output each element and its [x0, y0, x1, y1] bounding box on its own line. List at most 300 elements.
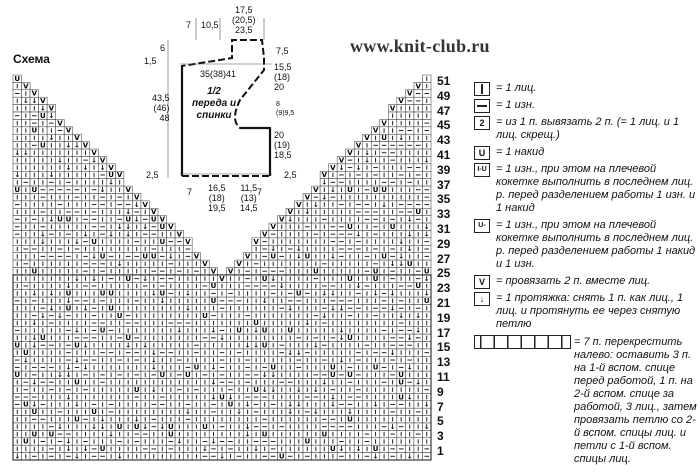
ssk-mark: ↓	[355, 445, 362, 454]
k2tog-mark: V	[142, 200, 148, 209]
ssk-mark: ↓	[150, 363, 157, 372]
yarn-over-mark: U	[65, 215, 72, 224]
yarn-over-mark: U	[261, 430, 268, 439]
yarn-over-mark: U	[330, 363, 336, 372]
yarn-over-mark: U	[22, 400, 29, 409]
schematic-total-height: 43,5 (46) 48	[152, 93, 170, 123]
yarn-over-mark: U	[423, 267, 430, 276]
ssk-mark: ↓	[406, 334, 413, 343]
row-number: 45	[437, 118, 451, 133]
ssk-mark: ↓	[210, 437, 217, 446]
k2tog-mark: V	[168, 222, 174, 231]
ssk-mark: ↓	[133, 415, 140, 424]
legend-purl: = 1 изн.	[474, 99, 698, 112]
ssk-mark: ↓	[39, 230, 46, 239]
ssk-mark: ↓	[82, 163, 89, 172]
yarn-over-mark: U	[116, 311, 123, 320]
k2tog-mark: V	[261, 230, 268, 239]
ssk-mark: ↓	[389, 260, 396, 268]
ssk-mark: ↓	[133, 215, 140, 224]
ssk-mark: ↓	[210, 393, 217, 402]
yarn-over-mark: U	[125, 215, 132, 224]
ssk-mark: ↓	[125, 230, 132, 239]
schematic-width: 35(38)41	[200, 69, 237, 79]
yarn-over-mark: U	[236, 326, 242, 335]
ssk-mark: ↓	[74, 400, 80, 409]
ssk-mark: ↓	[415, 326, 422, 335]
ssk-mark: ↓	[167, 252, 174, 261]
ssk-mark: ↓	[295, 348, 302, 357]
k2tog-mark: V	[347, 148, 353, 157]
ssk-mark: ↓	[65, 163, 72, 172]
ssk-mark: ↓	[287, 215, 294, 224]
yarn-over-mark: U	[321, 430, 328, 439]
ssk-mark: ↓	[210, 326, 217, 335]
yarn-over-mark: U	[312, 267, 319, 276]
ssk-mark: ↓	[261, 371, 268, 380]
yarn-over-mark: U	[48, 430, 55, 439]
ssk-mark: ↓	[338, 326, 345, 335]
k2tog-mark: V	[185, 237, 191, 246]
ssk-mark: ↓	[116, 260, 123, 268]
ssk-mark: ↓	[65, 141, 72, 150]
row-number: 25	[437, 266, 451, 281]
ssk-mark: ↓	[184, 408, 191, 417]
schematic-armhole: 15,5 (18) 20	[274, 62, 292, 92]
ssk-mark: ↓	[142, 422, 149, 431]
yarn-over-mark: U	[125, 274, 132, 283]
k2tog-mark: V	[193, 252, 200, 261]
ssk-mark: ↓	[423, 400, 430, 409]
yarn-over-mark: U	[91, 237, 97, 246]
ssk-mark: ↓	[372, 289, 379, 298]
ssk-mark: ↓	[74, 452, 80, 461]
ssk-mark: ↓	[31, 341, 38, 350]
yarn-over-mark: U	[347, 334, 353, 343]
ssk-mark: ↓	[65, 363, 72, 372]
ssk-mark: ↓	[48, 304, 55, 313]
yarn-over-mark: U	[65, 304, 72, 313]
row-number: 11	[437, 370, 450, 384]
ssk-mark: ↓	[227, 393, 234, 402]
k2tog-mark: V	[74, 134, 80, 143]
yarn-over-mark: U	[167, 430, 174, 439]
ssk-mark: ↓	[82, 445, 89, 454]
ssk-mark: ↓	[253, 341, 260, 350]
ssk-mark: ↓	[99, 163, 106, 172]
ssk-mark: ↓	[423, 274, 430, 283]
k2tog-mark: V	[108, 163, 114, 172]
ssk-mark: ↓	[398, 311, 405, 320]
ssk-mark: ↓	[406, 363, 413, 372]
ssk-mark: ↓	[423, 156, 430, 165]
ssk-mark: ↓	[65, 437, 72, 446]
ssk-mark: ↓	[321, 193, 328, 202]
ssk-mark: ↓	[338, 445, 345, 454]
ssk-mark: ↓	[82, 341, 89, 350]
ssk-mark: ↓	[244, 341, 251, 350]
row-number: 29	[437, 236, 451, 251]
ssk-mark: ↓	[415, 311, 422, 320]
legend-yo-purl: U- = 1 изн., при этом на плечевой кокетке выполнить в последнем лиц. р. перед разделением работы 1 накид и 1 изн.	[474, 219, 698, 271]
row-number: 39	[437, 162, 451, 177]
ssk-mark: ↓	[364, 148, 370, 157]
ssk-mark: ↓	[65, 445, 72, 454]
yarn-over-mark: U	[406, 260, 413, 268]
yarn-over-mark: U	[159, 289, 166, 298]
ssk-mark: ↓	[338, 334, 345, 343]
ssk-mark: ↓	[65, 393, 72, 402]
schematic-shoulder-right: 7,5	[276, 46, 289, 56]
schematic-bottom-b: 11,5 (13) 14,5	[240, 183, 258, 213]
ssk-mark: ↓	[253, 326, 260, 335]
ssk-mark: ↓	[219, 334, 225, 343]
ssk-mark: ↓	[423, 422, 430, 431]
ssk-mark: ↓	[31, 289, 38, 298]
row-number: 51	[437, 74, 451, 88]
yarn-over-mark: U	[116, 422, 123, 431]
yarn-over-mark: U	[423, 297, 430, 306]
schematic-center-label: 1/2 переда и спинки	[192, 86, 237, 121]
ssk-mark: ↓	[74, 326, 80, 335]
ssk-mark: ↓	[74, 237, 80, 246]
ssk-mark: ↓	[338, 304, 345, 313]
yarn-over-mark: U	[389, 222, 396, 231]
schematic-armhole-small: 8 (9)9,5	[276, 101, 295, 117]
schematic-left-height2: 1,5	[144, 56, 157, 66]
yarn-over-mark: U	[219, 393, 225, 402]
yarn-over-mark: U	[31, 430, 38, 439]
ssk-mark: ↓	[39, 104, 46, 113]
ssk-mark: ↓	[270, 245, 277, 254]
yarn-over-mark: U	[108, 171, 114, 180]
yarn-over-mark: U	[347, 222, 353, 231]
yarn-over-mark: U	[167, 422, 174, 431]
ssk-mark: ↓	[48, 134, 55, 143]
schema-title: Схема	[13, 52, 50, 66]
yarn-over-mark: U	[31, 408, 38, 417]
ssk-mark: ↓	[338, 356, 345, 365]
yarn-over-mark: U	[57, 215, 63, 224]
k2tog-mark: V	[40, 97, 46, 106]
ssk-mark: ↓	[210, 378, 217, 387]
ssk-mark: ↓	[312, 200, 319, 209]
yarn-over-mark: U	[210, 297, 217, 306]
k2tog-mark: V	[125, 185, 131, 194]
ssk-symbol-icon: ↓	[474, 292, 490, 306]
ssk-mark: ↓	[39, 237, 46, 246]
k2tog-mark: V	[338, 156, 345, 165]
row-number: 21	[437, 296, 451, 310]
k2tog-mark: V	[270, 222, 276, 231]
k2tog-mark: V	[364, 134, 370, 143]
yarn-over-mark: U	[40, 141, 46, 150]
yarn-over-mark: U	[99, 326, 106, 335]
ssk-mark: ↓	[415, 378, 422, 387]
k2tog-mark: V	[176, 230, 183, 239]
yarn-over-mark: U	[210, 282, 217, 291]
ssk-mark: ↓	[244, 430, 251, 439]
ssk-mark: ↓	[65, 297, 72, 306]
schematic-top-measure: 17,5 (20,5) 23,5	[232, 5, 256, 35]
ssk-mark: ↓	[31, 334, 38, 343]
schematic-bottom-left: 2,5	[146, 170, 159, 180]
row-number: 35	[437, 192, 451, 207]
ssk-mark: ↓	[31, 319, 38, 328]
yarn-over-mark: U	[381, 185, 387, 194]
yarn-over-mark: U	[398, 371, 404, 380]
yarn-over-mark: U	[372, 267, 379, 276]
ssk-mark: ↓	[39, 311, 46, 320]
yarn-over-mark: U	[278, 452, 285, 461]
ssk-mark: ↓	[329, 400, 336, 409]
k2tog-mark: V	[210, 267, 217, 276]
ssk-mark: ↓	[287, 304, 294, 313]
schematic-neck-left2: 10,5	[201, 20, 219, 30]
ssk-mark: ↓	[295, 400, 302, 409]
yarn-over-mark: U	[202, 422, 208, 431]
ssk-mark: ↓	[74, 141, 80, 150]
yarn-over-mark: U	[372, 185, 379, 194]
ssk-mark: ↓	[295, 245, 302, 254]
yarn-over-mark: U	[253, 385, 259, 394]
ssk-mark: ↓	[329, 252, 336, 261]
ssk-mark: ↓	[329, 304, 336, 313]
row-number: 9	[437, 384, 444, 399]
ssk-mark: ↓	[372, 452, 379, 461]
yarn-over-mark: U	[185, 371, 191, 380]
row-number: 1	[437, 444, 444, 458]
legend-cable: = 7 п. перекрестить налево: оставить 3 п. на 1-й вспом. спице перед работой, 1 п. на 2-й вспом. спице за работой, 3 лиц., затем провязать петлю со 2-й вспом. спицы лиц. и петли с 1-й вспом. спицы лиц.	[474, 335, 698, 466]
yarn-over-mark: U	[40, 334, 46, 343]
ssk-mark: ↓	[261, 297, 268, 306]
ssk-mark: ↓	[312, 408, 319, 417]
legend-increase: 2 = из 1 п. вывязать 2 п. (= 1 лиц. и 1 лиц. скрещ.)	[474, 116, 698, 142]
ssk-mark: ↓	[159, 422, 166, 431]
yarn-over-mark: U	[261, 341, 268, 350]
row-number: 23	[437, 281, 451, 296]
ssk-mark: ↓	[108, 230, 115, 239]
yarn-over-mark: U	[14, 185, 21, 194]
k2tog-mark: V	[381, 119, 387, 128]
k2tog-mark: V	[313, 185, 319, 194]
ssk-mark: ↓	[312, 385, 319, 394]
ssk-mark: ↓	[91, 274, 97, 283]
yarn-over-mark: U	[133, 422, 140, 431]
ssk-mark: ↓	[142, 274, 149, 283]
row-number: 49	[437, 88, 451, 103]
ssk-mark: ↓	[82, 363, 89, 372]
ssk-mark: ↓	[321, 378, 328, 387]
ssk-mark: ↓	[355, 163, 362, 172]
purl-symbol-icon	[474, 99, 490, 113]
yarn-over-mark: U	[270, 252, 277, 261]
chart-grid	[13, 75, 431, 461]
legend-ssk: ↓ = 1 протяжка: снять 1 п. как лиц., 1 лиц. и протянуть ее через снятую петлю	[474, 292, 698, 331]
ssk-mark: ↓	[176, 326, 183, 335]
yarn-over-mark: U	[31, 267, 38, 276]
ssk-mark: ↓	[210, 363, 217, 372]
yarn-over-mark: U	[108, 304, 114, 313]
yarn-over-mark: U	[99, 289, 106, 298]
ssk-mark: ↓	[253, 445, 260, 454]
yarn-over-mark: U	[270, 363, 277, 372]
yarn-over-mark: U	[159, 371, 166, 380]
yarn-over-mark: U	[133, 385, 140, 394]
k2tog-mark: V	[287, 208, 293, 217]
yarn-over-mark: U	[99, 252, 106, 261]
ssk-mark: ↓	[329, 289, 336, 298]
yarn-over-mark: U	[372, 363, 379, 372]
ssk-mark: ↓	[347, 408, 353, 417]
k2tog-mark: V	[398, 97, 404, 106]
ssk-mark: ↓	[406, 452, 413, 461]
ssk-mark: ↓	[31, 400, 38, 409]
yarn-over-mark: U	[14, 371, 21, 380]
k2tog-mark: V	[23, 82, 29, 91]
ssk-mark: ↓	[236, 408, 242, 417]
ssk-mark: ↓	[91, 252, 97, 261]
ssk-mark: ↓	[355, 282, 362, 291]
ssk-mark: ↓	[99, 185, 106, 194]
ssk-mark: ↓	[184, 289, 191, 298]
yarn-over-mark: U	[65, 289, 72, 298]
yarn-over-mark: U	[415, 208, 422, 217]
yarn-over-mark: U	[304, 252, 311, 261]
ssk-mark: ↓	[202, 445, 208, 454]
k2tog-mark: V	[372, 126, 379, 135]
legend	[474, 82, 698, 466]
yarn-over-mark: U	[381, 134, 387, 143]
yarn-over-mark: U	[415, 282, 422, 291]
yarn-over-mark: U	[372, 274, 379, 283]
k2tog-mark: V	[57, 119, 63, 128]
ssk-mark: ↓	[142, 341, 149, 350]
k2tog-mark: V	[227, 267, 234, 276]
ssk-mark: ↓	[270, 371, 277, 380]
ssk-mark: ↓	[355, 230, 362, 239]
ssk-mark: ↓	[48, 289, 55, 298]
yarn-over-mark: U	[150, 252, 157, 261]
ssk-mark: ↓	[150, 385, 157, 394]
yarn-over-mark: U	[108, 289, 114, 298]
row-number: 19	[437, 310, 451, 325]
ssk-mark: ↓	[22, 148, 29, 157]
row-number: 3	[437, 429, 444, 444]
ssk-mark: ↓	[219, 452, 225, 461]
ssk-mark: ↓	[270, 274, 277, 283]
schematic-bottom-a: 16,5 (18) 19,5	[208, 183, 226, 213]
cable-symbol-icon	[474, 335, 571, 349]
ssk-mark: ↓	[31, 378, 38, 387]
k2tog-mark: V	[279, 215, 285, 224]
k2tog-mark: V	[296, 200, 302, 209]
ssk-mark: ↓	[116, 452, 123, 461]
ssk-mark: ↓	[14, 171, 21, 180]
yarn-over-mark: U	[347, 371, 353, 380]
yarn-over-mark: U	[22, 348, 29, 357]
ssk-mark: ↓	[125, 341, 132, 350]
row-number: 31	[437, 222, 451, 236]
yarn-over-mark: U	[31, 126, 38, 135]
row-number: 7	[437, 399, 444, 414]
yarn-over-mark: U	[91, 408, 97, 417]
yarn-over-mark: U	[150, 215, 157, 224]
ssk-mark: ↓	[14, 148, 21, 157]
schematic-bottom-right: 2,5	[284, 170, 297, 180]
ssk-mark: ↓	[338, 163, 345, 172]
ssk-mark: ↓	[389, 422, 396, 431]
row-number: 13	[437, 355, 451, 370]
knit-symbol-icon	[474, 82, 490, 96]
ssk-mark: ↓	[329, 185, 336, 194]
ssk-mark: ↓	[91, 422, 97, 431]
yarn-over-mark: U	[261, 274, 268, 283]
ssk-mark: ↓	[406, 230, 413, 239]
ssk-mark: ↓	[398, 260, 405, 268]
ssk-mark: ↓	[48, 171, 55, 180]
ssk-mark: ↓	[372, 400, 379, 409]
yarn-over-mark: U	[261, 326, 268, 335]
ssk-mark: ↓	[295, 252, 302, 261]
ssk-mark: ↓	[312, 341, 319, 350]
ssk-mark: ↓	[108, 178, 115, 187]
yarn-over-mark: U	[202, 311, 208, 320]
ssk-mark: ↓	[142, 222, 149, 231]
ssk-mark: ↓	[184, 304, 191, 313]
k2tog-mark: V	[31, 89, 38, 98]
yarn-over-mark: U	[14, 341, 21, 350]
ssk-mark: ↓	[22, 356, 29, 365]
yarn-over-mark: U	[14, 74, 21, 83]
yarn-over-mark: U	[372, 445, 379, 454]
yarn-over-mark: U	[287, 326, 294, 335]
yarn-over-mark: U	[99, 445, 106, 454]
ssk-mark: ↓	[125, 222, 132, 231]
yarn-over-mark: U	[40, 111, 46, 120]
ssk-mark: ↓	[65, 282, 72, 291]
k2tog-mark: V	[236, 260, 242, 268]
ssk-mark: ↓	[423, 230, 430, 239]
ssk-mark: ↓	[406, 245, 413, 254]
k2tog-mark: V	[244, 252, 251, 261]
k2tog-mark: V	[99, 156, 106, 165]
yarn-over-mark: U	[74, 341, 80, 350]
k2tog-symbol-icon: V	[474, 275, 490, 289]
yarn-over-mark: U	[74, 378, 80, 387]
ssk-mark: ↓	[48, 215, 55, 224]
yarn-over-mark: U	[22, 437, 29, 446]
yarn-over-mark: U	[330, 445, 336, 454]
ssk-mark: ↓	[295, 385, 302, 394]
k2tog-mark: V	[151, 208, 157, 217]
ssk-mark: ↓	[406, 393, 413, 402]
ssk-mark: ↓	[321, 289, 328, 298]
ssk-mark: ↓	[329, 393, 336, 402]
ssk-mark: ↓	[56, 156, 63, 165]
ssk-mark: ↓	[82, 304, 89, 313]
yarn-over-mark: U	[74, 415, 80, 424]
ssk-mark: ↓	[423, 222, 430, 231]
ssk-mark: ↓	[389, 348, 396, 357]
ssk-mark: ↓	[74, 274, 80, 283]
k2tog-mark: V	[355, 141, 362, 150]
row-number: 43	[437, 133, 451, 148]
ssk-mark: ↓	[278, 282, 285, 291]
k2tog-mark: V	[321, 171, 328, 180]
yarn-over-mark: U	[398, 378, 404, 387]
legend-k2tog: V = провязать 2 п. вместе лиц.	[474, 275, 698, 288]
